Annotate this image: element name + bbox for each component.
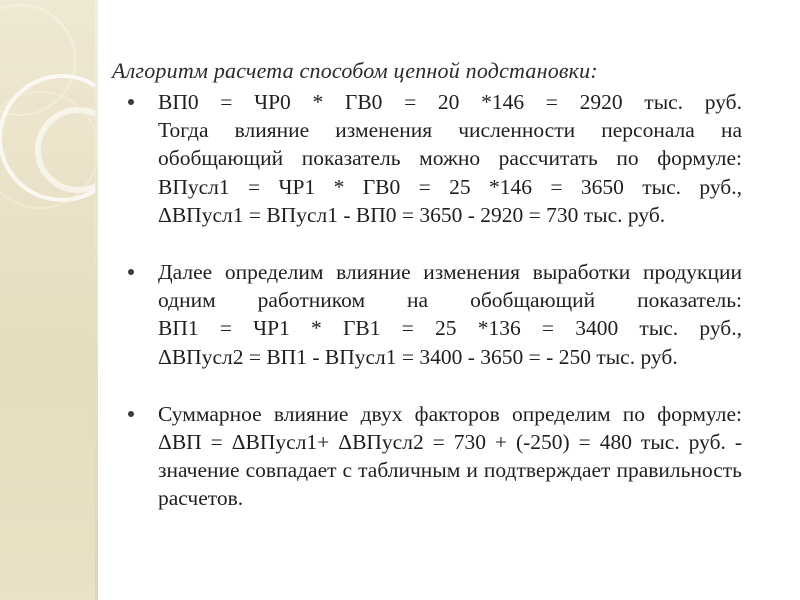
text-line: Суммарное влияние двух факторов определим по формуле:: [158, 401, 742, 426]
decorative-rings-icon: [0, 0, 95, 600]
slide-content: [128, 88, 742, 513]
bullet-item: [128, 400, 742, 513]
bullet-item: [128, 88, 742, 229]
bullet-item: [128, 258, 742, 371]
slide-title: Алгоритм расчета способом цепной подстановки:: [112, 58, 598, 83]
text-line: ВПусл1 = ЧР1 * ГВ0 = 25 *146 = 3650 тыс. руб.,: [158, 174, 742, 199]
bullet-dot-icon: [128, 269, 134, 275]
text-line: ΔВПусл2 = ВП1 - ВПусл1 = 3400 - 3650 = - 250 тыс. руб.: [158, 344, 678, 369]
text-line: ΔВП = ΔВПусл1+ ΔВПусл2 = 730 + (-250) = 480 тыс. руб. -: [158, 430, 742, 455]
text-line: одним работником на обобщающий показатель:: [158, 288, 742, 313]
bullet-dot-icon: [128, 411, 134, 417]
text-line: ВП0 = ЧР0 * ГВ0 = 20 *146 = 2920 тыс. руб.: [158, 90, 742, 114]
side-divider: [95, 0, 98, 600]
bullet-dot-icon: [128, 99, 134, 105]
text-line: обобщающий показатель можно рассчитать по формуле:: [158, 146, 742, 171]
decorative-side-band: [0, 0, 95, 600]
text-line: ВП1 = ЧР1 * ГВ1 = 25 *136 = 3400 тыс. руб.,: [158, 316, 742, 341]
text-line: ΔВПусл1 = ВПусл1 - ВП0 = 3650 - 2920 = 730 тыс. руб.: [158, 202, 666, 227]
text-line: Тогда влияние изменения численности персонала на: [158, 118, 742, 143]
text-line: Далее определим влияние изменения выработки продукции: [158, 260, 742, 285]
text-line: расчетов.: [158, 486, 244, 511]
text-line: значение совпадает с табличным и подтверждает правильность: [158, 458, 742, 483]
